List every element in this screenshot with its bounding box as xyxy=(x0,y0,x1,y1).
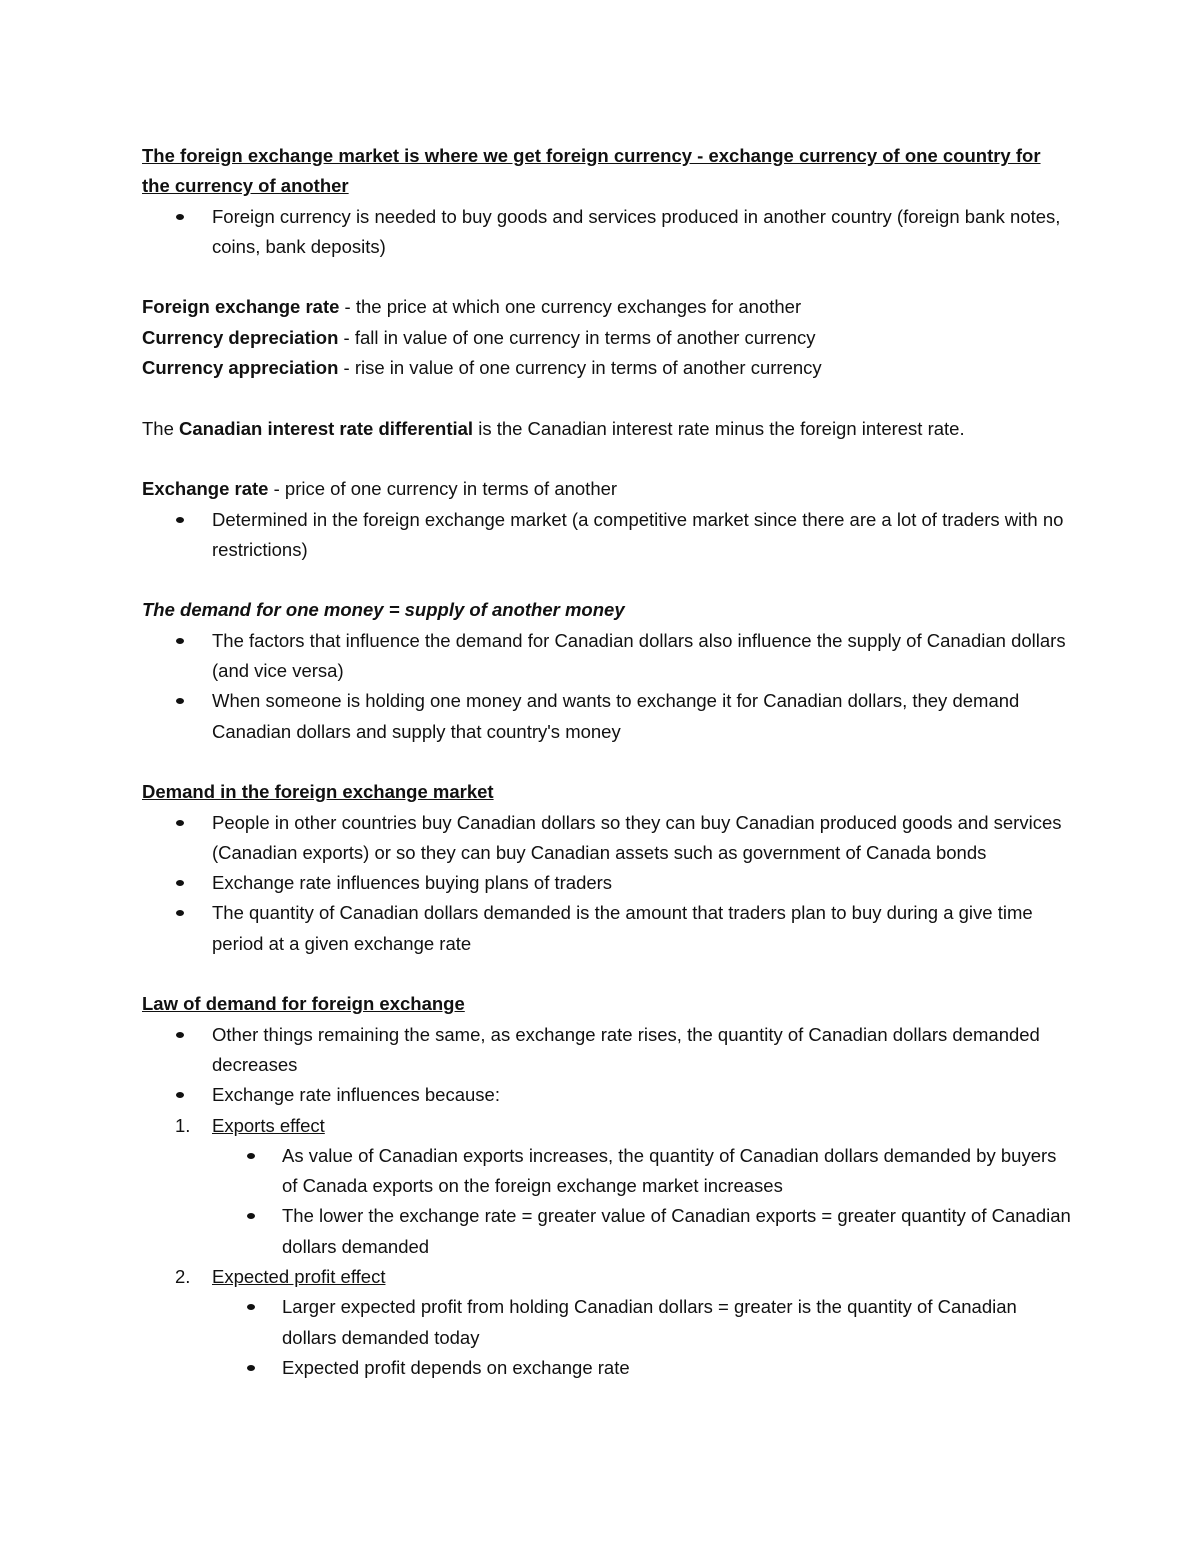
bullet-icon xyxy=(176,820,184,826)
definition-text: - the price at which one currency exchanges for another xyxy=(339,296,802,318)
differential-text: is the Canadian interest rate minus the foreign interest rate. xyxy=(473,417,965,439)
bullet-icon xyxy=(247,1304,255,1310)
differential-term: Canadian interest rate differential xyxy=(179,417,474,439)
exchange-rate-line xyxy=(142,474,1072,504)
list-item xyxy=(142,202,1072,263)
item-title: Expected profit effect xyxy=(212,1265,386,1287)
section-heading-money: The demand for one money = supply of another money xyxy=(142,599,625,621)
list-item-text: People in other countries buy Canadian dollars so they can buy Canadian produced goods and services (Canadian exports) or so they can buy Canadian assets such as government of Canada bonds xyxy=(212,811,1062,863)
item-number: 2. xyxy=(175,1265,191,1287)
section-heading-law-of-demand: Law of demand for foreign exchange xyxy=(142,993,465,1015)
bullet-icon xyxy=(176,1032,184,1038)
list-item-text: When someone is holding one money and wants to exchange it for Canadian dollars, they demand Canadian dollars and supply that country's money xyxy=(212,690,1020,742)
definition-line xyxy=(142,323,1072,353)
list-item-text: Determined in the foreign exchange market (a competitive market since there are a lot of traders with no restrictions) xyxy=(212,508,1064,560)
list-item-text: Foreign currency is needed to buy goods and services produced in another country (foreign bank notes, coins, bank deposits) xyxy=(212,205,1061,257)
bullet-icon xyxy=(176,698,184,704)
bullet-icon xyxy=(176,638,184,644)
list-item-text: Larger expected profit from holding Canadian dollars = greater is the quantity of Canadian dollars demanded today xyxy=(282,1296,1017,1348)
list-item-text: The quantity of Canadian dollars demanded is the amount that traders plan to buy during a give time period at a given exchange rate xyxy=(212,902,1033,954)
bullet-icon xyxy=(247,1365,255,1371)
interest-differential-line xyxy=(142,414,1072,444)
differential-prefix: The xyxy=(142,417,180,439)
section-heading-foreign-exchange-market xyxy=(142,141,1072,202)
list-item xyxy=(142,626,1072,687)
list-item-text: As value of Canadian exports increases, the quantity of Canadian dollars demanded by buyers of Canada exports on the foreign exchange market increases xyxy=(282,1144,1057,1197)
heading-line-2: the currency of another xyxy=(142,175,349,197)
bullet-icon xyxy=(176,214,184,220)
bullet-icon xyxy=(176,910,184,916)
list-item-text: The lower the exchange rate = greater value of Canadian exports = greater quantity of Canadian dollars demanded xyxy=(282,1205,1071,1257)
definition-term: Currency depreciation xyxy=(142,326,339,348)
list-item-text: The factors that influence the demand for Canadian dollars also influence the supply of Canadian dollars (and vice versa) xyxy=(212,629,1066,682)
numbered-item xyxy=(142,1111,1072,1141)
list-item xyxy=(142,1080,1072,1110)
definition-text: - rise in value of one currency in terms of another currency xyxy=(338,357,822,379)
bullet-icon xyxy=(176,517,184,523)
sub-list-item xyxy=(142,1353,1072,1383)
bullet-icon xyxy=(176,880,184,886)
bullet-icon xyxy=(176,1092,184,1098)
document-body xyxy=(142,141,1072,1383)
exchange-rate-term: Exchange rate xyxy=(142,478,269,500)
definition-text: - fall in value of one currency in terms of another currency xyxy=(338,326,816,348)
list-item-text: Exchange rate influences because: xyxy=(212,1084,500,1106)
heading-line-1: The foreign exchange market is where we get foreign currency - exchange currency of one country for xyxy=(142,145,1041,166)
list-item-text: Other things remaining the same, as exchange rate rises, the quantity of Canadian dollars demanded decreases xyxy=(212,1023,1040,1075)
list-item xyxy=(142,686,1072,747)
list-item xyxy=(142,868,1072,898)
exchange-rate-text: - price of one currency in terms of another xyxy=(268,478,618,500)
definition-line xyxy=(142,353,1072,383)
list-item xyxy=(142,808,1072,869)
list-item-text: Exchange rate influences buying plans of traders xyxy=(212,872,613,894)
definition-term: Currency appreciation xyxy=(142,357,339,379)
list-item xyxy=(142,1020,1072,1081)
definition-term: Foreign exchange rate xyxy=(142,296,340,318)
list-item-text: Expected profit depends on exchange rate xyxy=(282,1356,630,1378)
list-item xyxy=(142,505,1072,566)
item-number: 1. xyxy=(175,1114,191,1136)
numbered-item xyxy=(142,1262,1072,1292)
bullet-icon xyxy=(247,1153,255,1159)
sub-list-item xyxy=(142,1292,1072,1353)
sub-list-item xyxy=(142,1141,1072,1202)
sub-list-item xyxy=(142,1201,1072,1262)
bullet-icon xyxy=(247,1213,255,1219)
item-title: Exports effect xyxy=(212,1114,325,1136)
section-heading-demand: Demand in the foreign exchange market xyxy=(142,781,494,803)
list-item xyxy=(142,898,1072,959)
definition-line xyxy=(142,292,1072,322)
